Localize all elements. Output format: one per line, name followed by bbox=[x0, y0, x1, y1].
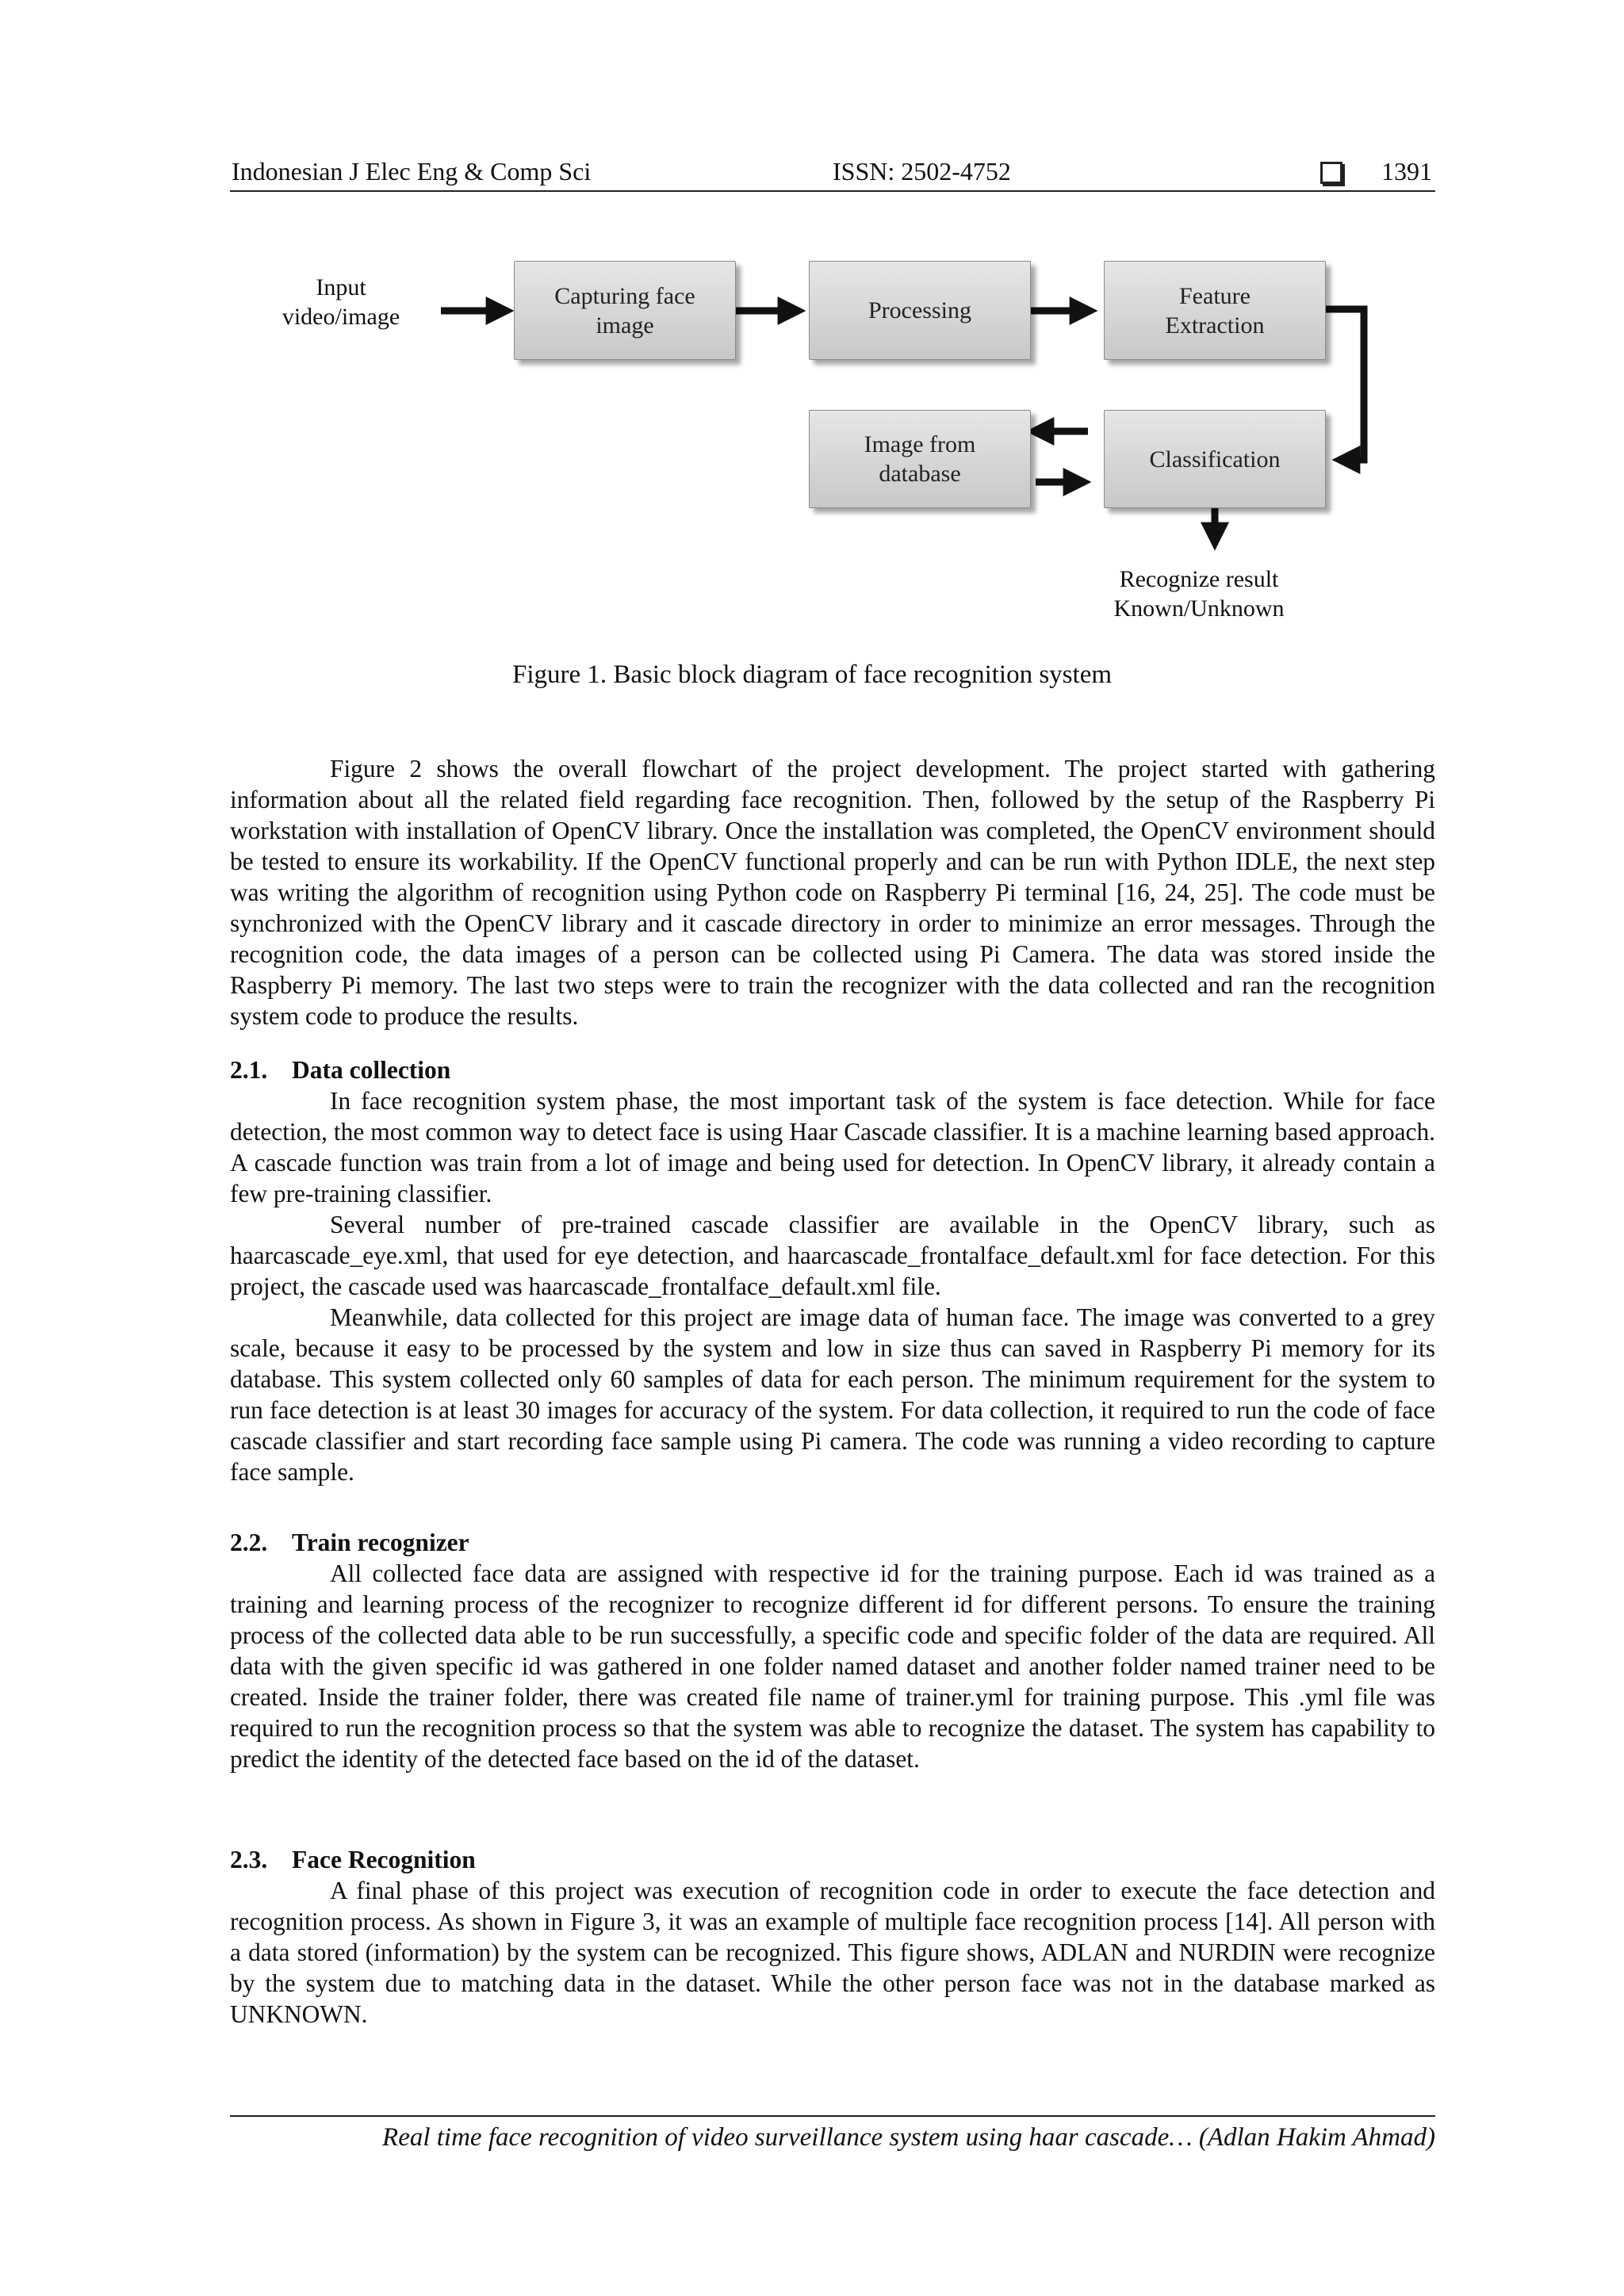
result-label-line2: Known/Unknown bbox=[1113, 595, 1285, 622]
issn: ISSN: 2502-4752 bbox=[833, 157, 1011, 186]
section-2-3-number: 2.3. bbox=[230, 1846, 268, 1873]
node-capturing-face-image bbox=[514, 261, 736, 360]
result-label-line1: Recognize result bbox=[1119, 566, 1279, 592]
page-number: 1391 bbox=[1381, 157, 1432, 186]
capture-label-line1: Capturing face bbox=[554, 282, 695, 309]
figure-1-block-diagram bbox=[0, 0, 1624, 634]
database-label-line2: database bbox=[879, 461, 961, 487]
section-2-3-title: Face Recognition bbox=[292, 1846, 476, 1873]
section-2-3-heading bbox=[230, 1844, 476, 1875]
section-2-2-title: Train recognizer bbox=[292, 1529, 469, 1556]
feature-label-line1: Feature bbox=[1179, 282, 1251, 309]
journal-name: Indonesian J Elec Eng & Comp Sci bbox=[232, 157, 592, 186]
section-2-2-heading bbox=[230, 1527, 469, 1558]
running-footer: Real time face recognition of video surveillance system using haar cascade… (Adlan Hakim Ahmad) bbox=[382, 2123, 1435, 2152]
section-2-1-paragraph-3: Meanwhile, data collected for this project are image data of human face. The image was converted to a grey scale, because it easy to be processed by the system and low in size thus can saved in Raspberry Pi memory for its database. This system collected only 60 samples of data for each person. The minimum requirement for the system to run face detection is at least 30 images for accuracy of the system. For data collection, it required to run the code of face cascade classifier and start recording face sample using Pi camera. The code was running a video recording to capture face sample. bbox=[230, 1303, 1435, 1486]
node-feature-extraction bbox=[1104, 261, 1326, 360]
capture-label-line2: image bbox=[596, 312, 654, 339]
feature-label-line2: Extraction bbox=[1165, 312, 1265, 339]
section-2-1-number: 2.1. bbox=[230, 1056, 268, 1084]
section-2-1-title: Data collection bbox=[292, 1056, 451, 1084]
node-image-from-database bbox=[809, 410, 1031, 508]
input-label-line1: Input bbox=[316, 274, 366, 300]
section-2-3-paragraph-1: A final phase of this project was execution of recognition code in order to execute the face detection and recognition process. As shown in Figure 3, it was an example of multiple face recognition process [14]. All person with a data stored (information) by the system can be recognized. This figure shows, ADLAN and NURDIN were recognize by the system due to matching data in the dataset. While the other person face was not in the database marked as UNKNOWN. bbox=[230, 1877, 1435, 2028]
node-classification bbox=[1104, 410, 1326, 508]
section-2-2-paragraph-1: All collected face data are assigned with respective id for the training purpose. Each id was trained as a training and learning process of the recognizer to recognize different id for different persons. To ensure the training process of the collected data able to be run successfully, a specific code and specific folder of the data are required. All data with the given specific id was gathered in one folder named dataset and another folder named trainer need to be created. Inside the trainer folder, there was created file name of trainer.yml for training purpose. This .yml file was required to run the recognition process so that the system was able to recognize the dataset. The system has capability to predict the identity of the detected face based on the id of the dataset. bbox=[230, 1559, 1435, 1773]
result-label bbox=[1072, 564, 1326, 623]
node-processing bbox=[809, 261, 1031, 360]
figure-1-caption: Figure 1. Basic block diagram of face recognition system bbox=[511, 660, 1113, 689]
intro-paragraph: Figure 2 shows the overall flowchart of the project development. The project started with gathering information about all the related field regarding face recognition. Then, followed by the setup of the Raspberry Pi workstation with installation of OpenCV library. Once the installation was completed, the OpenCV environment should be tested to ensure its workability. If the OpenCV functional properly and can be run with Python IDLE, the next step was writing the algorithm of recognition using Python code on Raspberry Pi terminal [16, 24, 25]. The code must be synchronized with the OpenCV library and it cascade directory in order to minimize an error messages. Through the recognition code, the data images of a person can be collected using Pi Camera. The data was stored inside the Raspberry Pi memory. The last two steps were to train the recognizer with the data collected and ran the recognition system code to produce the results. bbox=[230, 755, 1435, 1030]
input-label bbox=[262, 273, 420, 331]
section-2-1-heading bbox=[230, 1054, 450, 1085]
database-label-line1: Image from bbox=[864, 431, 976, 457]
processing-label: Processing bbox=[868, 297, 971, 323]
section-2-2-number: 2.2. bbox=[230, 1529, 268, 1556]
section-2-1-paragraph-2: Several number of pre-trained cascade classifier are available in the OpenCV library, such as haarcascade_eye.xml, that used for eye detection, and haarcascade_frontalface_default.xml for face detection. For this project, the cascade used was haarcascade_frontalface_default.xml file. bbox=[230, 1211, 1435, 1300]
section-2-1-paragraph-1: In face recognition system phase, the most important task of the system is face detection. While for face detection, the most common way to detect face is using Haar Cascade classifier. It is a machine learning based approach. A cascade function was train from a lot of image and being used for detection. In OpenCV library, it already contain a few pre-training classifier. bbox=[230, 1087, 1435, 1207]
footer-rule bbox=[230, 2115, 1435, 2117]
input-label-line2: video/image bbox=[282, 304, 400, 330]
classification-label: Classification bbox=[1149, 446, 1281, 473]
